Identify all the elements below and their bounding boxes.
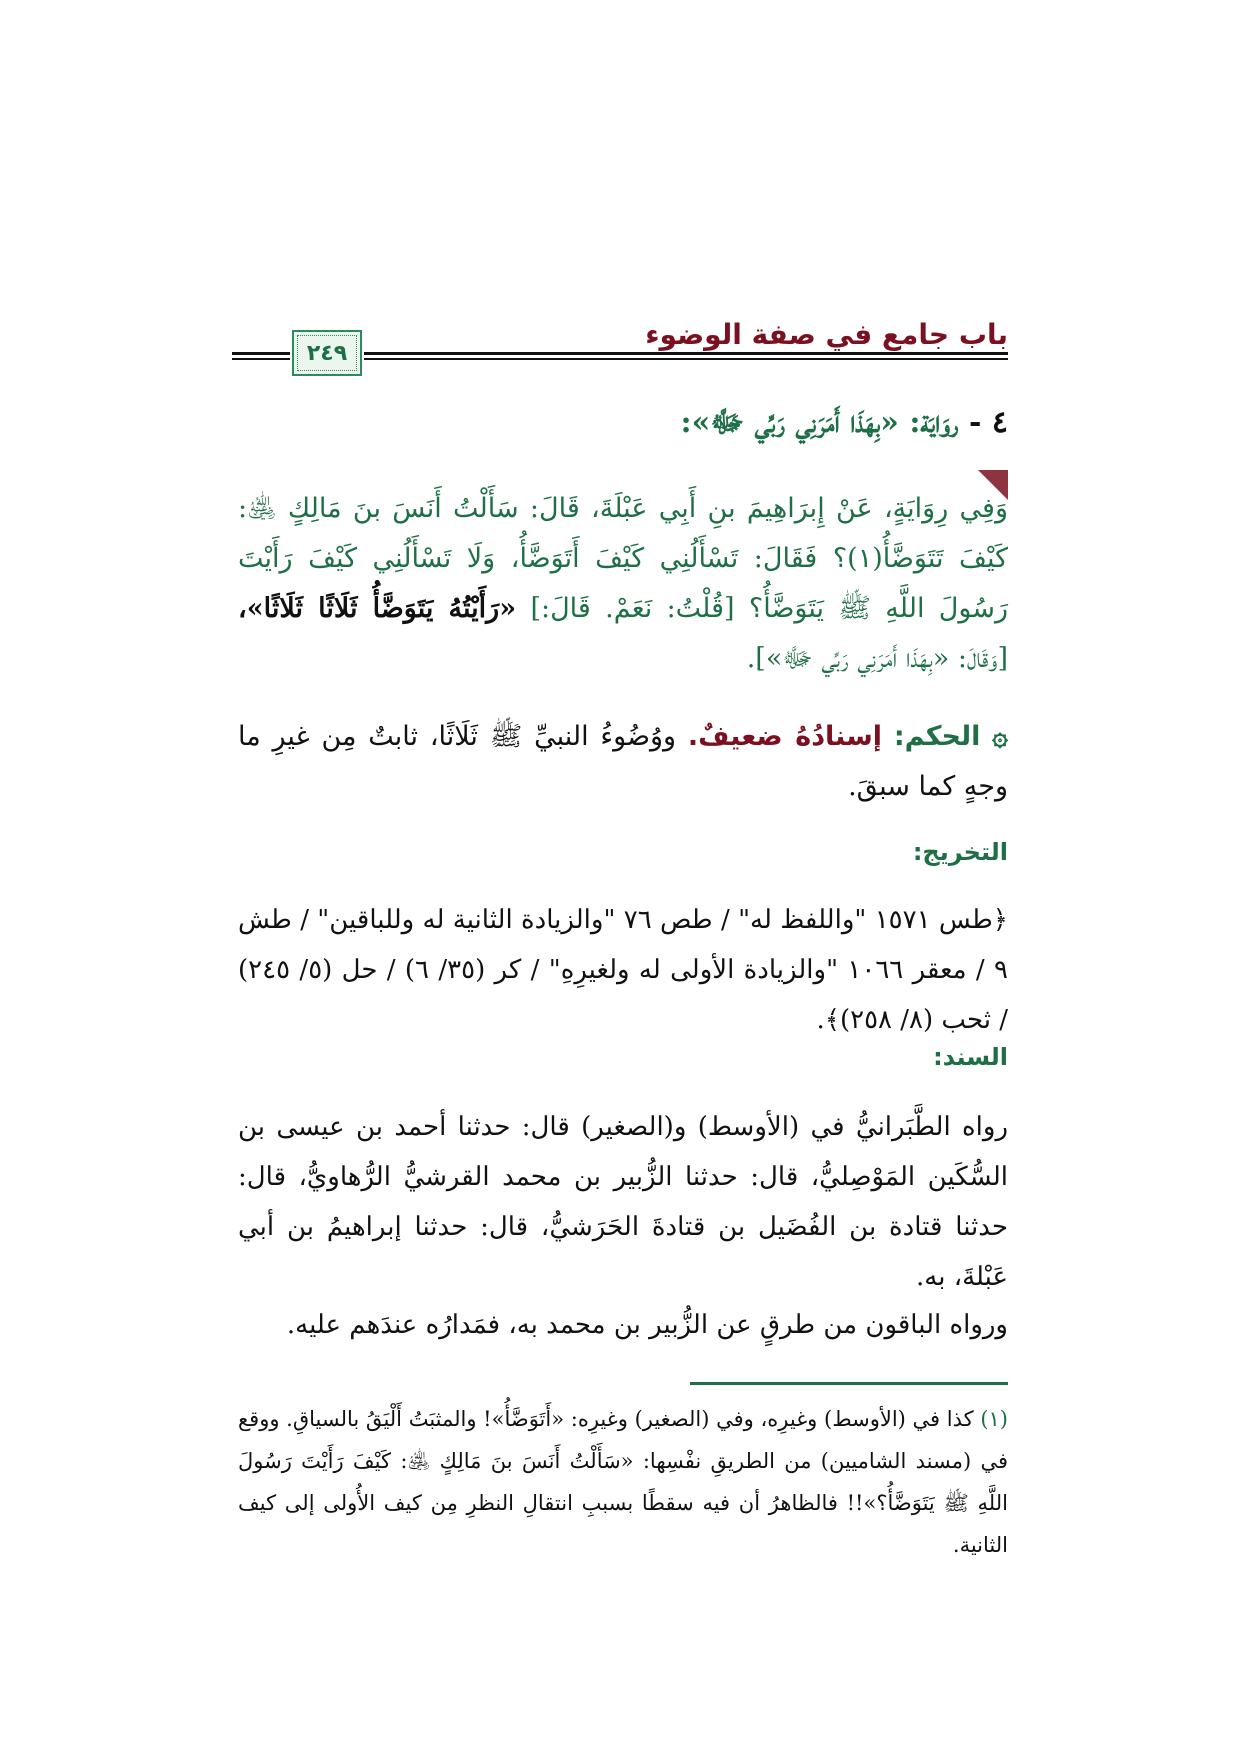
header-rule-right xyxy=(364,352,1008,355)
footnote-divider xyxy=(690,1382,1008,1385)
takhrij-heading: التخريج: xyxy=(912,838,1008,866)
chapter-title: باب جامع في صفة الوضوء xyxy=(645,318,1008,351)
hukm-verdict: إسنادُهُ ضعيفٌ. xyxy=(687,721,883,752)
hadith-text-addition-1: [قُلْتُ: نَعَمْ. قَالَ:] xyxy=(530,593,735,624)
header-rule-right-lower xyxy=(364,358,1008,360)
sanad-heading: السند: xyxy=(933,1043,1008,1071)
hadith-text-main: وَفِي رِوَايَةٍ، عَنْ إِبرَاهِيمَ بنِ أَبِي عَبْلَةَ، قَالَ: سَأَلْتُ أَنَسَ بنَ مَالِكٍ ﵁: كَيْفَ تَتَوَضَّأُ(١)؟ فَقَالَ: تَسْأَلُنِي كَيْفَ أَتَوَضَّأُ، وَلَا تَسْأَلُنِي كَيْفَ رَأَيْتَ رَسُولَ اللَّهِ ﷺ يَتَوَضَّأُ؟ xyxy=(238,493,1008,624)
riwaya-quote: «بِهَذَا أَمَرَنِي رَبِّي ﷻ»: xyxy=(680,405,899,440)
sanad-text-2: ورواه الباقون من طرقٍ عن الزُّبير بن محمد به، فمَدارُه عندَهم عليه. xyxy=(286,1310,1008,1340)
header-rule-left xyxy=(232,352,290,355)
takhrij-text: ﴿طس ١٥٧١ "واللفظ له" / طص ٧٦ "والزيادة الثانية له وللباقين" / طش ٩ / معقر ١٠٦٦ "والزيادة الأولى له ولغيرِهِ" / كر (٣٥/ ٦) / حل (٥/ ٢٤٥) / ثحب (٨/ ٢٥٨)﴾. xyxy=(238,905,1009,1035)
riwaya-number: ٤ - xyxy=(968,405,1008,440)
hukm-symbol-icon: ۞ xyxy=(992,721,1008,752)
footnote-marker: (١) xyxy=(980,1407,1008,1431)
hadith-text xyxy=(238,484,1008,684)
hukm-text: ووُضُوءُ النبيِّ ﷺ ثَلَاثًا، ثابتٌ مِن غيرِ ما وجهٍ كما سبقَ. xyxy=(238,721,1008,802)
riwaya-heading xyxy=(248,404,1008,447)
page-number-badge xyxy=(292,330,362,376)
hadith-text-addition-2: [وَقَالَ: «بِهَذَا أَمَرَنِي رَبِّي ﷻ»]. xyxy=(746,643,1008,674)
footnote xyxy=(238,1398,1008,1566)
sanad-text-1: رواه الطَّبَرانيُّ في (الأوسط) و(الصغير) قال: حدثنا أحمد بن عيسى بن السُّكَين المَوْصِليُّ، قال: حدثنا الزُّبير بن محمد القرشيُّ الرُّهاويُّ، قال: حدثنا قتادة بن الفُضَيل بن قتادةَ الحَرَشيُّ، قال: حدثنا إبراهيمُ بن أبي عَبْلةَ، به. xyxy=(238,1112,1008,1292)
hukm-label: الحكم: xyxy=(893,721,981,752)
footnote-text: كذا في (الأوسط) وغيرِه، وفي (الصغير) وغيرِه: «أَتَوَضَّأُ»! والمثبَتُ أَلْيَقُ بالسياقِ. ووقع في (مسند الشاميين) من الطريقِ نفْسِها: «سَأَلْتُ أَنَسَ بنَ مَالِكٍ ﵁: كَيْفَ رَأَيْتَ رَسُولَ اللَّهِ ﷺ يَتَوَضَّأُ؟»!! فالظاهرُ أن فيه سقطًا بسببِ انتقالِ النظرِ مِن كيف الأُولى إلى كيف الثانية. xyxy=(238,1407,1008,1557)
hukm-paragraph xyxy=(238,712,1008,812)
riwaya-label: روَايَة: xyxy=(909,405,959,440)
hadith-text-matn: «رَأَيْتُهُ يَتَوَضَّأُ ثَلَاثًا ثَلَاثًا»، xyxy=(238,593,517,624)
header-rule-left-lower xyxy=(232,358,290,360)
page-number: ٢٤٩ xyxy=(306,340,348,366)
